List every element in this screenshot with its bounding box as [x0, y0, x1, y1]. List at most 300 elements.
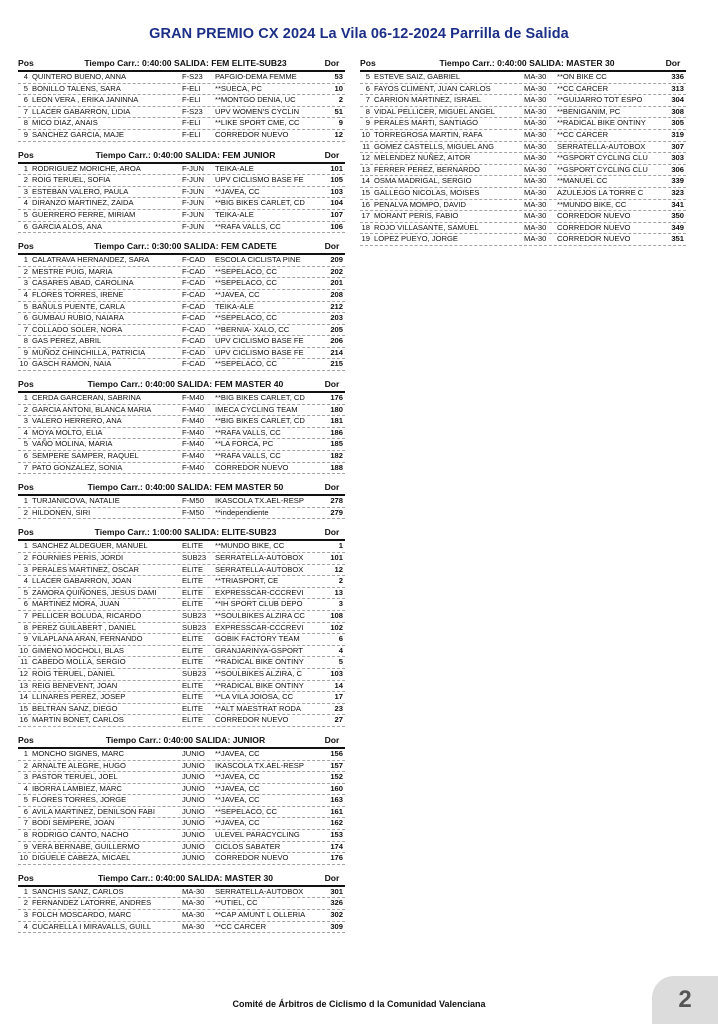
rider-position: 8 [365, 106, 370, 116]
category-header [18, 526, 345, 541]
rider-name: GAS PEREZ, ABRIL [32, 336, 102, 346]
rider-category: JUNIO [182, 818, 205, 828]
rider-row [18, 255, 345, 267]
rider-position: 15 [19, 703, 28, 713]
rider-row [18, 749, 345, 761]
rider-row [18, 118, 345, 130]
rider-dorsal: 278 [330, 496, 343, 506]
rider-name: FLORES TORRES, IRENE [32, 289, 124, 299]
rider-club: **independiente [215, 507, 269, 517]
rider-position: 10 [361, 129, 370, 139]
rider-dorsal: 5 [338, 657, 343, 667]
rider-name: SANCHIS SANZ, CARLOS [32, 886, 124, 896]
rider-position: 6 [23, 806, 28, 816]
rider-club: **CC CARCER [557, 83, 609, 93]
rider-row [360, 142, 686, 154]
rider-name: CASARES ABAD, CAROLINA [32, 278, 134, 288]
rider-row [18, 416, 345, 428]
rider-dorsal: 6 [338, 634, 343, 644]
rider-club: **SOULBIKES ALZIRA CC [215, 610, 305, 620]
pos-header: Pos [18, 241, 34, 252]
rider-category: F-ELI [182, 83, 201, 93]
rider-position: 16 [19, 715, 28, 725]
rider-category: F-ELI [182, 118, 201, 128]
rider-club: **RADICAL BIKE ONTINY [215, 657, 304, 667]
rider-name: SEMPERE SAMPER, RAQUEL [32, 451, 139, 461]
rider-position: 9 [23, 129, 28, 139]
dor-header: Dor [665, 58, 681, 68]
rider-position: 5 [365, 72, 370, 81]
rider-club: CORREDOR NUEVO [215, 462, 289, 472]
rider-category: MA-30 [182, 886, 205, 896]
rider-category: F-ELI [182, 95, 201, 105]
rider-club: **LIKE SPORT CME, CC [215, 118, 300, 128]
dor-header: Dor [324, 872, 340, 883]
rider-row [18, 348, 345, 360]
rider-club: CORREDOR NUEVO [215, 129, 289, 139]
rider-dorsal: 336 [671, 72, 684, 81]
rider-category: F-M40 [182, 439, 204, 449]
rider-club: ESCOLA CICLISTA PINE [215, 255, 301, 265]
rider-name: CARRION MARTINEZ, ISRAEL [374, 95, 482, 105]
rider-row [18, 611, 345, 623]
rider-dorsal: 339 [671, 176, 684, 186]
rider-name: PELLICER BOLUDA, RICARDO [32, 610, 142, 620]
dor-header: Dor [324, 379, 340, 390]
rider-category: F-JUN [182, 198, 204, 208]
rider-category: ELITE [182, 599, 204, 609]
rider-dorsal: 181 [330, 416, 343, 426]
rider-name: VALERO HERRERO, ANA [32, 416, 122, 426]
rider-club: TEIKA-ALE [215, 163, 254, 173]
rider-dorsal: 308 [671, 106, 684, 116]
rider-name: GARCIA ALOS, ANA [32, 221, 103, 231]
page-number-tab [652, 976, 718, 1024]
rider-club: IKASCOLA TX.AEL-RESP [215, 496, 304, 506]
rider-dorsal: 101 [330, 553, 343, 562]
rider-name: ESTEBAN VALERO, PAULA [32, 186, 129, 196]
rider-position: 7 [23, 106, 28, 116]
dor-header: Dor [324, 527, 340, 538]
rider-club: **JAVEA, CC [215, 186, 260, 196]
rider-dorsal: 163 [330, 795, 343, 805]
rider-dorsal: 152 [330, 772, 343, 782]
rider-club: SERRATELLA-AUTOBOX [215, 564, 304, 574]
rider-category: F-CAD [182, 313, 206, 323]
rider-row [18, 795, 345, 807]
rider-dorsal: 188 [330, 462, 343, 472]
rider-dorsal: 102 [330, 622, 343, 632]
rider-position: 11 [362, 141, 370, 151]
rider-dorsal: 304 [671, 95, 684, 105]
rider-position: 7 [23, 818, 28, 828]
rider-name: TURJANICOVA, NATALIE [32, 496, 120, 506]
rider-row [18, 95, 345, 107]
rider-row [18, 784, 345, 796]
rider-row [18, 681, 345, 693]
rider-dorsal: 53 [334, 72, 343, 81]
rider-name: PENALVA MOMPO, DAVID [374, 199, 466, 209]
rider-category: MA-30 [524, 176, 547, 186]
rider-club: SERRATELLA-AUTOBOX [215, 886, 304, 896]
rider-row [18, 910, 345, 922]
rider-row [360, 130, 686, 142]
rider-row [18, 84, 345, 96]
rider-category: ELITE [182, 634, 204, 644]
rider-dorsal: 106 [330, 221, 343, 231]
rider-row [18, 772, 345, 784]
rider-club: **JAVEA, CC [215, 818, 260, 828]
rider-row [360, 200, 686, 212]
rider-dorsal: 202 [330, 266, 343, 276]
rider-name: ESTEVE SAIZ, GABRIEL [374, 72, 461, 81]
rider-dorsal: 208 [330, 289, 343, 299]
rider-name: DIGUELE CABEZA, MICAEL [32, 853, 131, 863]
rider-category: F-JUN [182, 175, 204, 185]
rider-name: RODRIGUEZ MORICHE, AROA [32, 163, 141, 173]
rider-category: JUNIO [182, 795, 205, 805]
rider-position: 9 [23, 634, 28, 644]
rider-row [360, 165, 686, 177]
rider-row [18, 692, 345, 704]
rider-row [18, 210, 345, 222]
rider-name: GALLEGO NICOLAS, MOISES [374, 187, 480, 197]
rider-row [360, 153, 686, 165]
rider-position: 2 [23, 553, 28, 562]
rider-dorsal: 180 [330, 404, 343, 414]
rider-name: VIDAL PELLICER, MIGUEL ANGEL [374, 106, 495, 116]
rider-category: F-CAD [182, 266, 206, 276]
rider-club: **RAFA VALLS, CC [215, 451, 281, 461]
rider-dorsal: 2 [338, 95, 343, 105]
rider-club: CICLOS SABATER [215, 841, 281, 851]
rider-position: 4 [23, 72, 28, 81]
rider-row [18, 463, 345, 475]
rider-position: 1 [23, 496, 28, 506]
right-column [360, 57, 686, 253]
rider-category: F-CAD [182, 324, 206, 334]
rider-position: 5 [23, 439, 28, 449]
rider-category: F-M40 [182, 404, 204, 414]
rider-position: 12 [19, 668, 28, 678]
rider-category: JUNIO [182, 772, 205, 782]
rider-name: FERRER PEREZ, BERNARDO [374, 164, 480, 174]
rider-category: MA-30 [524, 72, 547, 81]
rider-club: AZULEJOS LA TORRE C [557, 187, 644, 197]
rider-name: COLLADO SOLER, NORA [32, 324, 123, 334]
rider-club: **RADICAL BIKE ONTINY [557, 118, 646, 128]
rider-category: JUNIO [182, 830, 205, 840]
rider-category: SUB23 [182, 553, 207, 562]
rider-row [18, 634, 345, 646]
rider-category: F-M40 [182, 416, 204, 426]
rider-club: CORREDOR NUEVO [557, 222, 631, 232]
rider-club: IMECA CYCLING TEAM [215, 404, 298, 414]
category-title: Tiempo Carr.: 1:00:00 SALIDA: ELITE-SUB23 [94, 527, 277, 538]
rider-club: **RAFA VALLS, CC [215, 427, 281, 437]
rider-name: MORANT PERIS, FABIO [374, 211, 459, 221]
rider-club: **IH SPORT CLUB DEPO [215, 599, 303, 609]
rider-category: JUNIO [182, 841, 205, 851]
category-block [18, 149, 345, 234]
rider-row [18, 807, 345, 819]
rider-row [360, 211, 686, 223]
rider-row [360, 84, 686, 96]
rider-category: MA-30 [524, 234, 547, 244]
rider-row [18, 553, 345, 565]
rider-club: TEIKA-ALE [215, 209, 254, 219]
rider-position: 6 [23, 95, 28, 105]
rider-row [18, 623, 345, 635]
rider-category: JUNIO [182, 853, 205, 863]
rider-row [18, 842, 345, 854]
rider-position: 8 [23, 830, 28, 840]
rider-name: MICO DIAZ, ANAIS [32, 118, 98, 128]
rider-club: **MONTGO DENIA, UC [215, 95, 296, 105]
rider-position: 7 [23, 462, 28, 472]
category-block [18, 378, 345, 474]
category-title: Tiempo Carr.: 0:40:00 SALIDA: JUNIOR [105, 734, 266, 745]
category-title: Tiempo Carr.: 0:40:00 SALIDA: FEM JUNIOR [95, 149, 276, 160]
rider-dorsal: 3 [338, 599, 343, 609]
rider-position: 1 [23, 541, 28, 551]
rider-row [18, 922, 345, 934]
rider-position: 15 [361, 187, 370, 197]
rider-club: **JAVEA, CC [215, 748, 260, 758]
rider-position: 2 [23, 404, 28, 414]
rider-category: MA-30 [182, 910, 205, 920]
rider-name: LLACER GABARRON, JOAN [32, 576, 132, 586]
rider-club: **RADICAL BIKE ONTINY [215, 680, 304, 690]
rider-row [18, 565, 345, 577]
rider-dorsal: 176 [330, 393, 343, 403]
rider-name: DIRANZO MARTINEZ, ZAIDA [32, 198, 134, 208]
pos-header: Pos [360, 58, 376, 68]
rider-name: GIMENO MOCHOLI, BLAS [32, 645, 124, 655]
rider-row [18, 198, 345, 210]
category-block [18, 481, 345, 519]
rider-category: F-S23 [182, 106, 203, 116]
rider-name: ZAMORA QUIÑONES, JESUS DAMI [32, 587, 157, 597]
rider-position: 5 [23, 301, 28, 311]
rider-category: F-M50 [182, 507, 204, 517]
rider-dorsal: 301 [330, 886, 343, 896]
rider-position: 7 [365, 95, 370, 105]
rider-position: 19 [361, 234, 370, 244]
rider-position: 3 [23, 564, 28, 574]
rider-position: 4 [23, 783, 28, 793]
dor-header: Dor [324, 734, 340, 745]
rider-row [18, 451, 345, 463]
rider-position: 13 [19, 680, 28, 690]
rider-dorsal: 350 [671, 211, 684, 221]
rider-position: 9 [23, 347, 28, 357]
category-header [18, 734, 345, 749]
pos-header: Pos [18, 734, 34, 745]
rider-category: F-S23 [182, 72, 203, 81]
rider-name: LLINARES PEREZ, JOSEP [32, 692, 126, 702]
rider-dorsal: 9 [338, 118, 343, 128]
rider-row [18, 222, 345, 234]
rider-club: **SUECA, PC [215, 83, 262, 93]
category-header [18, 378, 345, 393]
rider-category: MA-30 [524, 106, 547, 116]
rider-club: **LA FORCA, PC [215, 439, 274, 449]
rider-name: MESTRE PUIG, MARIA [32, 266, 113, 276]
rider-position: 3 [23, 910, 28, 920]
pos-header: Pos [18, 527, 34, 538]
rider-name: PASTOR TERUEL, JOEL [32, 772, 118, 782]
rider-club: **MUNDO BIKE, CC [215, 541, 285, 551]
rider-dorsal: 104 [330, 198, 343, 208]
rider-category: MA-30 [524, 199, 547, 209]
rider-name: MARTINEZ MORA, JUAN [32, 599, 120, 609]
rider-row [18, 130, 345, 142]
rider-name: BODI SEMPERE, JOAN [32, 818, 115, 828]
category-header [18, 149, 345, 164]
rider-row [18, 187, 345, 199]
rider-category: ELITE [182, 692, 204, 702]
rider-name: MONCHO SIGNES, MARC [32, 748, 124, 758]
rider-dorsal: 351 [671, 234, 684, 244]
rider-category: F-M40 [182, 427, 204, 437]
rider-row [360, 223, 686, 235]
category-header [18, 57, 345, 72]
rider-position: 9 [23, 841, 28, 851]
rider-club: EXPRESSCAR-CCCREVI [215, 622, 304, 632]
rider-club: **SEPELACO, CC [215, 278, 278, 288]
rider-row [360, 118, 686, 130]
rider-club: **UTIEL, CC [215, 898, 258, 908]
category-block [18, 734, 345, 865]
rider-dorsal: 105 [330, 175, 343, 185]
rider-name: FOLCH MOSCARDO, MARC [32, 910, 132, 920]
category-block [18, 57, 345, 142]
rider-row [18, 541, 345, 553]
rider-dorsal: 13 [334, 587, 343, 597]
rider-category: F-JUN [182, 209, 204, 219]
rider-category: SUB23 [182, 610, 207, 620]
rider-position: 1 [23, 393, 28, 403]
rider-club: **SEPELACO, CC [215, 359, 278, 369]
rider-category: F-CAD [182, 336, 206, 346]
rider-name: VILAPLANA ARAN, FERNANDO [32, 634, 143, 644]
rider-name: FOURNIES PERIS, JORDI [32, 553, 124, 562]
rider-dorsal: 27 [334, 715, 343, 725]
rider-club: **GSPORT CYCLING CLU [557, 164, 648, 174]
pos-header: Pos [18, 149, 34, 160]
pos-header: Pos [18, 379, 34, 390]
rider-name: SANCHEZ GARCIA, MAJE [32, 129, 124, 139]
rider-row [18, 325, 345, 337]
rider-position: 4 [23, 198, 28, 208]
rider-name: CUCARELLA I MIRAVALLS, GUILL [32, 921, 152, 931]
rider-category: ELITE [182, 645, 204, 655]
rider-dorsal: 302 [330, 910, 343, 920]
rider-club: GRANJARINYA-GSPORT [215, 645, 303, 655]
rider-club: **BENIGANIM, PC [557, 106, 621, 116]
rider-dorsal: 212 [330, 301, 343, 311]
rider-position: 7 [23, 610, 28, 620]
rider-name: ROIG TERUEL, DANIEL [32, 668, 115, 678]
rider-position: 4 [23, 289, 28, 299]
rider-club: **TRIASPORT, CE [215, 576, 279, 586]
rider-club: GOBIK FACTORY TEAM [215, 634, 300, 644]
rider-position: 16 [361, 199, 370, 209]
rider-club: PAFGIO-DEMA FEMME [215, 72, 297, 81]
category-block [360, 57, 686, 246]
rider-row [18, 576, 345, 588]
rider-position: 6 [23, 313, 28, 323]
rider-name: GOMEZ CASTELLS, MIGUEL ANG [374, 141, 494, 151]
rider-position: 11 [20, 657, 28, 667]
rider-club: **ON BIKE CC [557, 72, 607, 81]
rider-club: **MANUEL CC [557, 176, 608, 186]
rider-name: ROJO VILLASANTE, SAMUEL [374, 222, 479, 232]
rider-name: MARTIN BONET, CARLOS [32, 715, 124, 725]
rider-row [360, 176, 686, 188]
rider-row [360, 188, 686, 200]
rider-position: 4 [23, 921, 28, 931]
rider-position: 3 [23, 772, 28, 782]
rider-club: **RAFA VALLS, CC [215, 221, 281, 231]
rider-category: MA-30 [182, 921, 205, 931]
rider-name: GUMBAU RUBIO, NAIARA [32, 313, 124, 323]
rider-dorsal: 156 [330, 748, 343, 758]
rider-name: OSMA MADRIGAL, SERGIO [374, 176, 472, 186]
rider-name: GASCH RAMON, NAIA [32, 359, 112, 369]
rider-category: SUB23 [182, 622, 207, 632]
rider-position: 7 [23, 324, 28, 334]
rider-club: SERRATELLA-AUTOBOX [215, 553, 304, 562]
dor-header: Dor [324, 482, 340, 493]
rider-row [18, 646, 345, 658]
rider-position: 3 [23, 416, 28, 426]
rider-category: MA-30 [182, 898, 205, 908]
pos-header: Pos [18, 482, 34, 493]
rider-club: UPV WOMEN'S CYCLIN [215, 106, 300, 116]
rider-category: ELITE [182, 587, 204, 597]
dor-header: Dor [324, 241, 340, 252]
rider-row [18, 508, 345, 520]
category-block [18, 872, 345, 933]
rider-dorsal: 279 [330, 507, 343, 517]
rider-row [18, 887, 345, 899]
rider-category: ELITE [182, 715, 204, 725]
rider-category: MA-30 [524, 129, 547, 139]
rider-category: MA-30 [524, 222, 547, 232]
rider-category: ELITE [182, 576, 204, 586]
footer-text: Comité de Árbitros de Ciclismo d la Comunidad Valenciana [232, 999, 486, 1009]
rider-category: MA-30 [524, 153, 547, 163]
rider-dorsal: 23 [334, 703, 343, 713]
rider-dorsal: 1 [338, 541, 343, 551]
rider-dorsal: 103 [330, 668, 343, 678]
rider-position: 10 [19, 853, 28, 863]
rider-row [18, 818, 345, 830]
rider-name: SANCHEZ ALDEGUER, MANUEL [32, 541, 148, 551]
rider-position: 13 [361, 164, 370, 174]
rider-dorsal: 108 [330, 610, 343, 620]
rider-row [18, 107, 345, 119]
rider-category: F-M40 [182, 451, 204, 461]
rider-name: TORREGROSA MARTIN, RAFA [374, 129, 483, 139]
rider-row [18, 761, 345, 773]
left-column [18, 57, 345, 940]
rider-row [18, 704, 345, 716]
rider-position: 6 [365, 83, 370, 93]
pos-header: Pos [18, 872, 34, 883]
